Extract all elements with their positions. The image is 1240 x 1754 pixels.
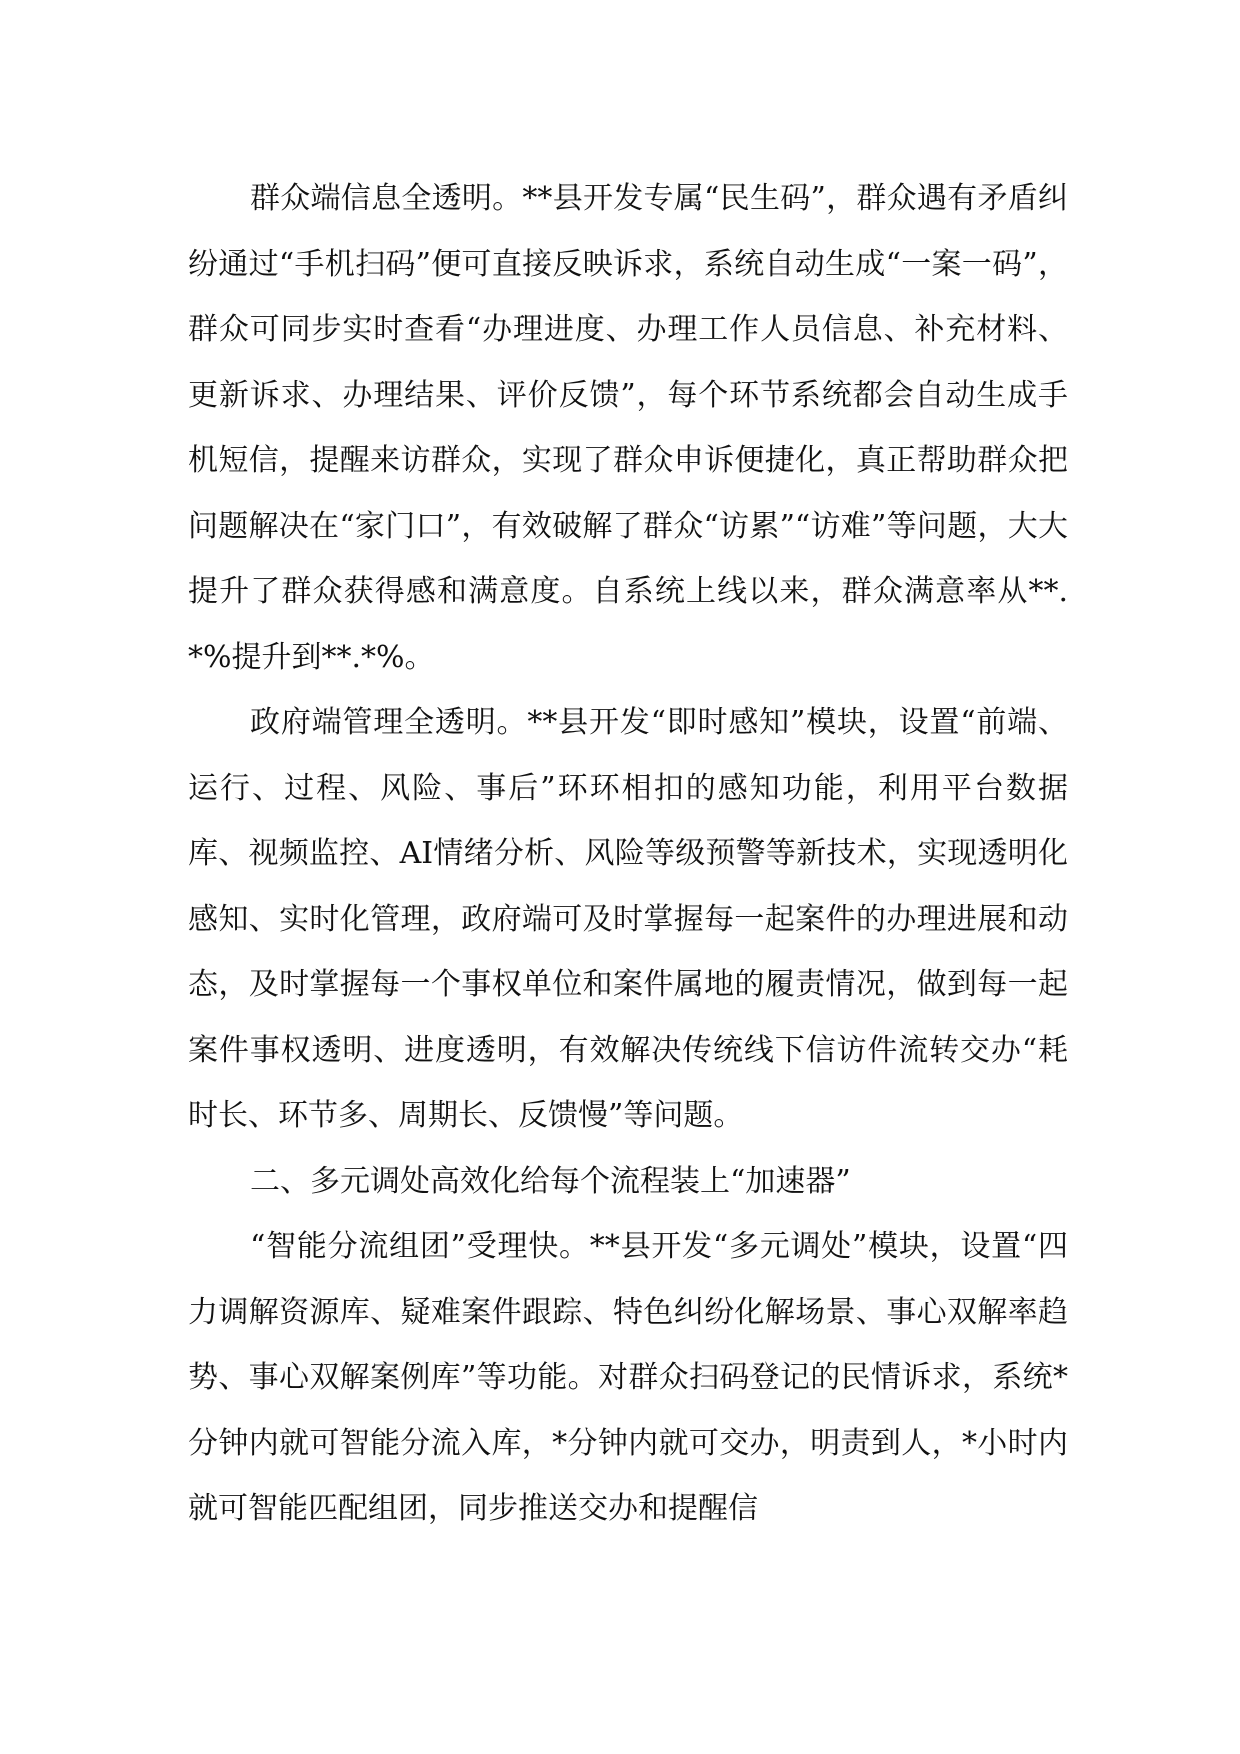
paragraph-smart-routing: “智能分流组团”受理快。**县开发“多元调处”模块，设置“四力调解资源库、疑难案件跟踪、特色纠纷化解场景、事心双解率趋势、事心双解案例库”等功能。对群众扫码登记的民情诉求，系统*分钟内就可智能分流入库，*分钟内就可交办，明责到人，*小时内就可智能匹配组团，同步推送交办和提醒信 [188, 1229, 1068, 1526]
paragraph-citizen-transparency: 群众端信息全透明。**县开发专属“民生码”，群众遇有矛盾纠纷通过“手机扫码”便可直接反映诉求，系统自动生成“一案一码”，群众可同步实时查看“办理进度、办理工作人员信息、补充材料、更新诉求、办理结果、评价反馈”，每个环节系统都会自动生成手机短信，提醒来访群众，实现了群众申诉便捷化，真正帮助群众把问题解决在“家门口”，有效破解了群众“访累”“访难”等问题，大大提升了群众获得感和满意度。自系统上线以来，群众满意率从**.*%提升到**.*%。 [188, 181, 1068, 675]
body-text [188, 166, 1068, 1542]
section-heading-2: 二、多元调处高效化给每个流程装上“加速器” [250, 1163, 851, 1199]
paragraph-government-transparency: 政府端管理全透明。**县开发“即时感知”模块，设置“前端、运行、过程、风险、事后”环环相扣的感知功能，利用平台数据库、视频监控、AI情绪分析、风险等级预警等新技术，实现透明化感知、实时化管理，政府端可及时掌握每一起案件的办理进展和动态，及时掌握每一个事权单位和案件属地的履责情况，做到每一起案件事权透明、进度透明，有效解决传统线下信访件流转交办“耗时长、环节多、周期长、反馈慢”等问题。 [188, 705, 1068, 1133]
